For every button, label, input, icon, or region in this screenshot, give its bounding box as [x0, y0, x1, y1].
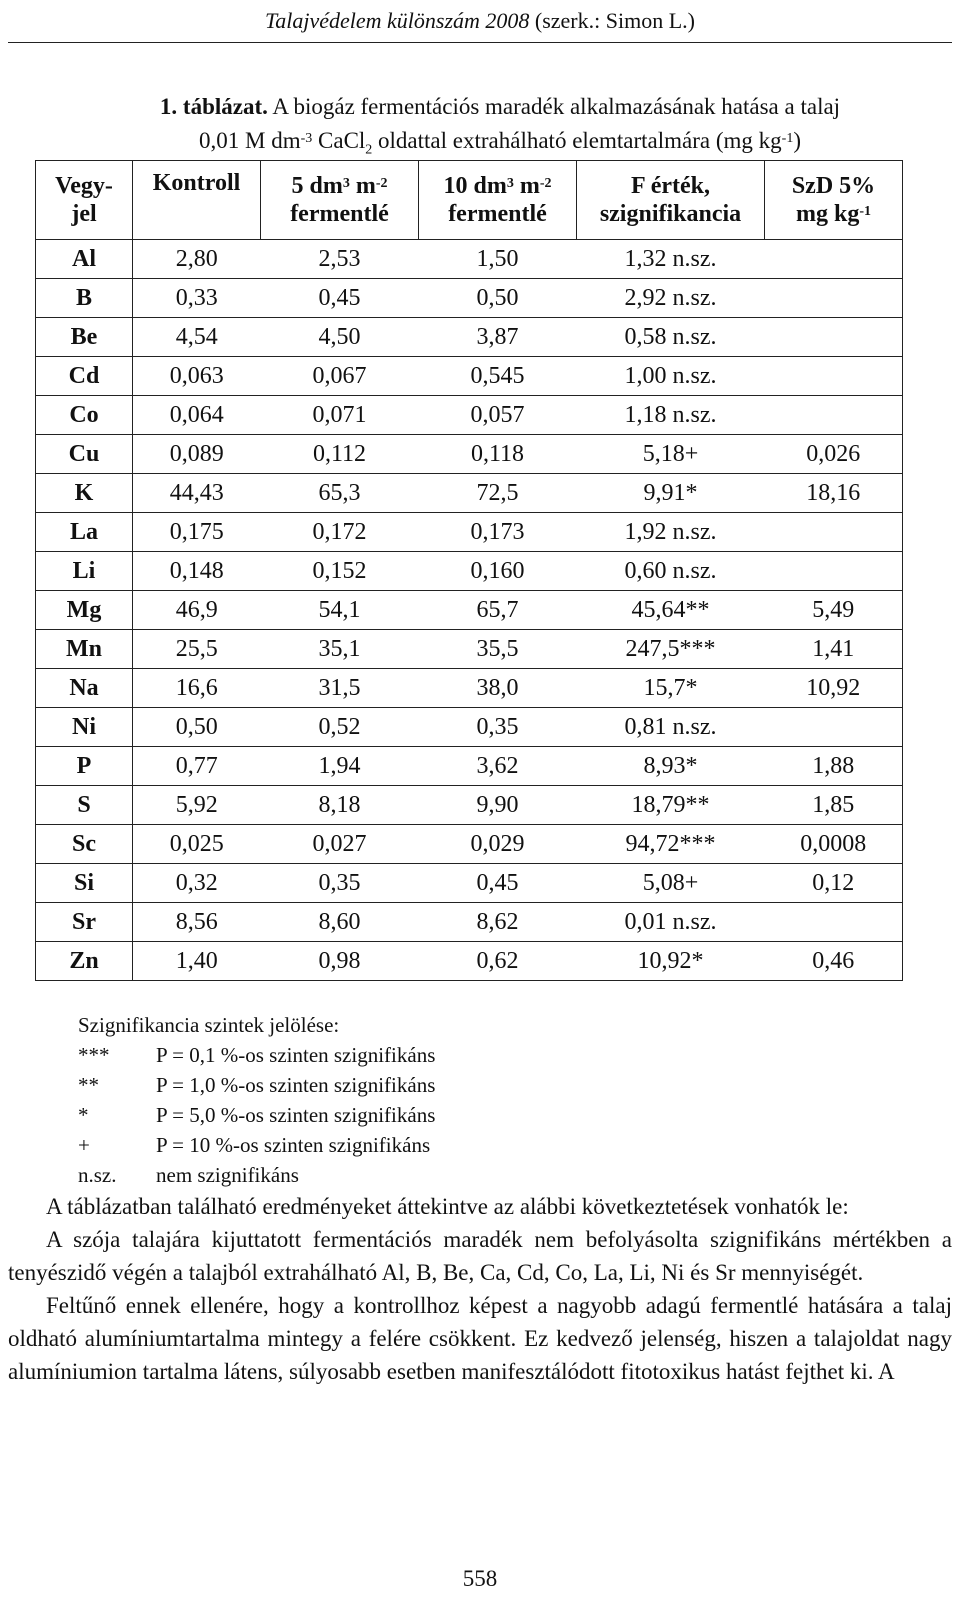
- lsd-value: [765, 357, 903, 396]
- control-value: 5,92: [133, 786, 261, 825]
- control-value: 0,025: [133, 825, 261, 864]
- header-control: Kontroll: [133, 161, 261, 240]
- dose5-value: 0,027: [261, 825, 419, 864]
- table-row: [36, 630, 903, 669]
- dose10-value: 35,5: [419, 630, 577, 669]
- table-row: [36, 708, 903, 747]
- dose5-value: 0,112: [261, 435, 419, 474]
- dose5-value: 0,071: [261, 396, 419, 435]
- f-value: 5,08+: [577, 864, 765, 903]
- element-symbol: La: [36, 513, 133, 552]
- dose10-value: 0,118: [419, 435, 577, 474]
- legend-text: P = 10 %-os szinten szignifikáns: [156, 1133, 431, 1157]
- control-value: 2,80: [133, 240, 261, 279]
- table-row: [36, 747, 903, 786]
- caption-label: 1. táblázat.: [159, 94, 268, 119]
- control-value: 0,148: [133, 552, 261, 591]
- legend-text: P = 0,1 %-os szinten szignifikáns: [156, 1043, 436, 1067]
- f-value: 8,93*: [577, 747, 765, 786]
- f-value: 10,92*: [577, 942, 765, 981]
- element-symbol: K: [36, 474, 133, 513]
- f-value: 1,92 n.sz.: [577, 513, 765, 552]
- f-value: 247,5***: [577, 630, 765, 669]
- element-symbol: Mn: [36, 630, 133, 669]
- control-value: 0,33: [133, 279, 261, 318]
- dose5-value: 54,1: [261, 591, 419, 630]
- lsd-value: 1,41: [765, 630, 903, 669]
- lsd-value: [765, 903, 903, 942]
- dose10-value: 3,87: [419, 318, 577, 357]
- page-number: 558: [462, 1566, 498, 1591]
- dose10-value: 0,029: [419, 825, 577, 864]
- element-table: [35, 160, 903, 981]
- control-value: 0,063: [133, 357, 261, 396]
- legend-title: Szignifikancia szintek jelölése:: [78, 1013, 340, 1037]
- element-symbol: P: [36, 747, 133, 786]
- element-symbol: Mg: [36, 591, 133, 630]
- table-row: [36, 240, 903, 279]
- control-value: 1,40: [133, 942, 261, 981]
- dose10-value: 1,50: [419, 240, 577, 279]
- element-symbol: Sr: [36, 903, 133, 942]
- dose10-value: 0,62: [419, 942, 577, 981]
- body-text: [8, 1190, 952, 1388]
- header-rule: [8, 42, 952, 43]
- dose5-value: 8,18: [261, 786, 419, 825]
- f-value: 15,7*: [577, 669, 765, 708]
- lsd-value: 1,88: [765, 747, 903, 786]
- legend-symbol: ***: [78, 1043, 110, 1067]
- header-dose5: 5 $dm^3$ $m^{-2}$ fermentlé: [261, 161, 419, 240]
- lsd-value: 0,46: [765, 942, 903, 981]
- f-value: 0,58 n.sz.: [577, 318, 765, 357]
- paragraph-1: A táblázatban található eredményeket áttekintve az alábbi következtetések vonhatók le:: [46, 1194, 849, 1219]
- table-row: [36, 435, 903, 474]
- legend-symbol: *: [78, 1103, 89, 1127]
- dose10-value: 0,545: [419, 357, 577, 396]
- header-f-value: F érték, szignifikancia: [577, 161, 765, 240]
- dose10-value: 65,7: [419, 591, 577, 630]
- control-value: 4,54: [133, 318, 261, 357]
- lsd-value: 0,0008: [765, 825, 903, 864]
- f-value: 0,81 n.sz.: [577, 708, 765, 747]
- table-row: [36, 591, 903, 630]
- f-value: 5,18+: [577, 435, 765, 474]
- lsd-value: 10,92: [765, 669, 903, 708]
- legend-text: nem szignifikáns: [156, 1163, 299, 1187]
- dose10-value: 0,173: [419, 513, 577, 552]
- legend-symbol: **: [78, 1073, 99, 1097]
- f-value: 2,92 n.sz.: [577, 279, 765, 318]
- significance-legend: [78, 1010, 435, 1190]
- lsd-value: [765, 318, 903, 357]
- legend-item: [78, 1160, 435, 1190]
- dose10-value: 9,90: [419, 786, 577, 825]
- element-symbol: Li: [36, 552, 133, 591]
- control-value: 0,089: [133, 435, 261, 474]
- table-row: [36, 942, 903, 981]
- header-dose10: 10 $dm^3$ $m^{-2}$ fermentlé: [419, 161, 577, 240]
- control-value: 0,064: [133, 396, 261, 435]
- table-row: [36, 864, 903, 903]
- dose10-value: 8,62: [419, 903, 577, 942]
- header-lsd: SzD 5% mg $kg^{-1}$: [765, 161, 903, 240]
- element-symbol: Ni: [36, 708, 133, 747]
- control-value: 0,50: [133, 708, 261, 747]
- editor-note: (szerk.: Simon L.): [534, 8, 695, 33]
- lsd-value: [765, 513, 903, 552]
- table-row: [36, 786, 903, 825]
- lsd-value: 5,49: [765, 591, 903, 630]
- lsd-value: 1,85: [765, 786, 903, 825]
- f-value: 1,00 n.sz.: [577, 357, 765, 396]
- legend-item: [78, 1130, 435, 1160]
- lsd-value: [765, 279, 903, 318]
- element-symbol: Be: [36, 318, 133, 357]
- paragraph-2: A szója talajára kijuttatott fermentációs maradék nem befolyásolta szignifikáns mértékben a tenyészidő végén a talajból extrahálható Al, B, Be, Ca, Cd, Co, La, Li, Ni és Sr mennyiségét.: [8, 1227, 952, 1285]
- element-symbol: Co: [36, 396, 133, 435]
- table-row: [36, 396, 903, 435]
- f-value: 1,32 n.sz.: [577, 240, 765, 279]
- table-row: [36, 474, 903, 513]
- dose5-value: 0,45: [261, 279, 419, 318]
- running-header: [0, 8, 960, 34]
- table-row: [36, 513, 903, 552]
- f-value: 0,60 n.sz.: [577, 552, 765, 591]
- journal-title: Talajvédelem különszám 2008: [265, 8, 530, 33]
- f-value: 94,72***: [577, 825, 765, 864]
- lsd-value: 0,026: [765, 435, 903, 474]
- paragraph-3: Feltűnő ennek ellenére, hogy a kontrollhoz képest a nagyobb adagú fermentlé hatására a talaj oldható alumíniumtartalma mintegy a felére csökkent. Ez kedvező jelenség, hiszen a talajoldat nagy alumíniumion tartalma látens, súlyosabb esetben manifesztálódott fitotoxikus hatást fejthet ki. A: [8, 1293, 952, 1384]
- dose10-value: 0,160: [419, 552, 577, 591]
- dose5-value: 0,067: [261, 357, 419, 396]
- table-row: [36, 318, 903, 357]
- control-value: 8,56: [133, 903, 261, 942]
- caption-line2: 0,01 M $dm^{-3}$ CaCl$_2$ oldattal extrahálható elemtartalmára (mg $kg^{-1}$): [199, 128, 801, 158]
- dose5-value: 8,60: [261, 903, 419, 942]
- lsd-value: [765, 552, 903, 591]
- control-value: 0,77: [133, 747, 261, 786]
- legend-text: P = 5,0 %-os szinten szignifikáns: [156, 1103, 436, 1127]
- legend-item: [78, 1070, 435, 1100]
- dose5-value: 4,50: [261, 318, 419, 357]
- element-symbol: B: [36, 279, 133, 318]
- caption-line1: A biogáz fermentációs maradék alkalmazásának hatása a talaj: [272, 94, 841, 119]
- dose5-value: 1,94: [261, 747, 419, 786]
- lsd-value: 18,16: [765, 474, 903, 513]
- control-value: 0,32: [133, 864, 261, 903]
- f-value: 0,01 n.sz.: [577, 903, 765, 942]
- header-symbol: Vegy- jel: [36, 161, 133, 240]
- lsd-value: [765, 240, 903, 279]
- dose10-value: 0,50: [419, 279, 577, 318]
- element-symbol: Cd: [36, 357, 133, 396]
- element-symbol: Si: [36, 864, 133, 903]
- control-value: 16,6: [133, 669, 261, 708]
- legend-symbol: +: [78, 1133, 90, 1157]
- control-value: 44,43: [133, 474, 261, 513]
- f-value: 45,64**: [577, 591, 765, 630]
- table-row: [36, 279, 903, 318]
- dose5-value: 2,53: [261, 240, 419, 279]
- element-symbol: S: [36, 786, 133, 825]
- table-row: [36, 669, 903, 708]
- f-value: 9,91*: [577, 474, 765, 513]
- lsd-value: [765, 708, 903, 747]
- dose5-value: 31,5: [261, 669, 419, 708]
- dose10-value: 3,62: [419, 747, 577, 786]
- table-caption: [80, 90, 920, 168]
- element-symbol: Sc: [36, 825, 133, 864]
- lsd-value: [765, 396, 903, 435]
- dose5-value: 0,35: [261, 864, 419, 903]
- control-value: 25,5: [133, 630, 261, 669]
- control-value: 0,175: [133, 513, 261, 552]
- legend-item: [78, 1100, 435, 1130]
- legend-symbol: n.sz.: [78, 1163, 117, 1187]
- dose10-value: 0,057: [419, 396, 577, 435]
- dose5-value: 35,1: [261, 630, 419, 669]
- element-symbol: Na: [36, 669, 133, 708]
- legend-item: [78, 1040, 435, 1070]
- lsd-value: 0,12: [765, 864, 903, 903]
- control-value: 46,9: [133, 591, 261, 630]
- dose10-value: 72,5: [419, 474, 577, 513]
- f-value: 1,18 n.sz.: [577, 396, 765, 435]
- element-symbol: Zn: [36, 942, 133, 981]
- table-row: [36, 825, 903, 864]
- dose5-value: 0,172: [261, 513, 419, 552]
- table-row: [36, 903, 903, 942]
- dose5-value: 0,152: [261, 552, 419, 591]
- table-row: [36, 552, 903, 591]
- element-symbol: Cu: [36, 435, 133, 474]
- dose5-value: 0,98: [261, 942, 419, 981]
- table-row: [36, 357, 903, 396]
- table-header-row: [36, 161, 903, 240]
- element-symbol: Al: [36, 240, 133, 279]
- dose10-value: 0,45: [419, 864, 577, 903]
- dose5-value: 65,3: [261, 474, 419, 513]
- f-value: 18,79**: [577, 786, 765, 825]
- dose5-value: 0,52: [261, 708, 419, 747]
- dose10-value: 38,0: [419, 669, 577, 708]
- legend-text: P = 1,0 %-os szinten szignifikáns: [156, 1073, 436, 1097]
- dose10-value: 0,35: [419, 708, 577, 747]
